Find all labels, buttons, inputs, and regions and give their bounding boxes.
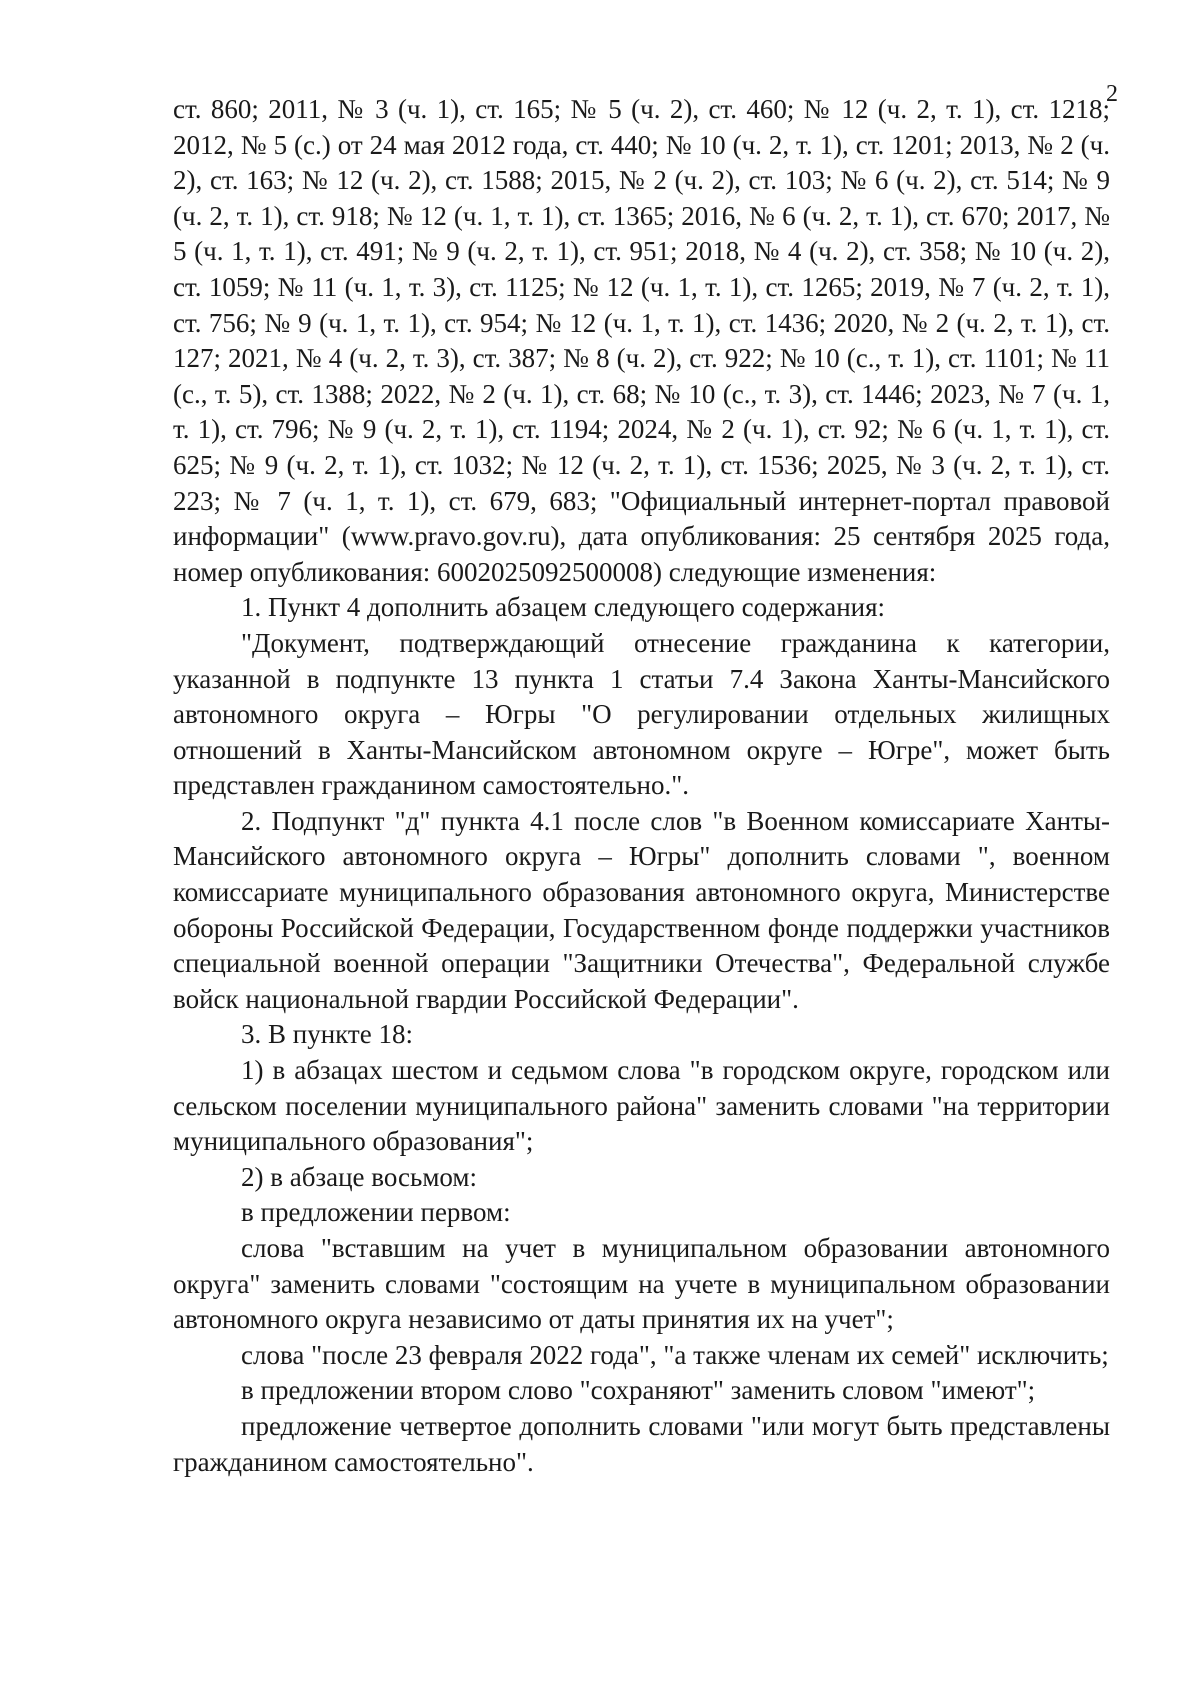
paragraph-item-3-2: 2) в абзаце восьмом: — [241, 1161, 477, 1192]
paragraph-item-1-quote: "Документ, подтверждающий отнесение гражданина к категории, указанной в подпункте 13 пункта 1 статьи 7.4 Закона Ханты-Мансийского автономного округа – Югры "О регулировании отдельных жилищных отношений в Ханты-Мансийском автономном округе – Югре", может быть представлен гражданином самостоятельно.". — [173, 627, 1110, 801]
paragraph-item-1: 1. Пункт 4 дополнить абзацем следующего содержания: — [241, 592, 886, 623]
page-number: 2 — [1106, 81, 1118, 107]
paragraph-item-3-2-e: предложение четвертое дополнить словами "или могут быть представлены гражданином самостоятельно". — [173, 1410, 1110, 1477]
paragraph-intro: ст. 860; 2011, № 3 (ч. 1), ст. 165; № 5 (ч. 2), ст. 460; № 12 (ч. 2, т. 1), ст. 1218; 2012, № 5 (с.) от 24 мая 2012 года, ст. 440; № 10 (ч. 2, т. 1), ст. 1201; 2013, № 2 (ч. 2), ст. 163; № 12 (ч. 2), ст. 1588; 2015, № 2 (ч. 2), ст. 103; № 6 (ч. 2), ст. 514; № 9 (ч. 2, т. 1), ст. 918; № 12 (ч. 1, т. 1), ст. 1365; 2016, № 6 (ч. 2, т. 1), ст. 670; 2017, № 5 (ч. 1, т. 1), ст. 491; № 9 (ч. 2, т. 1), ст. 951; 2018, № 4 (ч. 2), ст. 358; № 10 (ч. 2), ст. 1059; № 11 (ч. 1, т. 3), ст. 1125; № 12 (ч. 1, т. 1), ст. 1265; 2019, № 7 (ч. 2, т. 1), ст. 756; № 9 (ч. 1, т. 1), ст. 954; № 12 (ч. 1, т. 1), ст. 1436; 2020, № 2 (ч. 2, т. 1), ст. 127; 2021, № 4 (ч. 2, т. 3), ст. 387; № 8 (ч. 2), ст. 922; № 10 (с., т. 1), ст. 1101; № 11 (с., т. 5), ст. 1388; 2022, № 2 (ч. 1), ст. 68; № 10 (с., т. 3), ст. 1446; 2023, № 7 (ч. 1, т. 1), ст. 796; № 9 (ч. 2, т. 1), ст. 1194; 2024, № 2 (ч. 1), ст. 92; № 6 (ч. 1, т. 1), ст. 625; № 9 (ч. 2, т. 1), ст. 1032; № 12 (ч. 2, т. 1), ст. 1536; 2025, № 3 (ч. 2, т. 1), ст. 223; № 7 (ч. 1, т. 1), ст. 679, 683; "Официальный интернет-портал правовой информации" (www.pravo.gov.ru), дата опубликования: 25 сентября 2025 года, номер опубликования: 6002025092500008) следующие изменения: — [173, 94, 1110, 587]
paragraph-item-3-2-c: слова "после 23 февраля 2022 года", "а также членам их семей" исключить; — [241, 1339, 1109, 1370]
paragraph-item-3-2-a: в предложении первом: — [241, 1197, 511, 1228]
paragraph-item-3-2-d: в предложении втором слово "сохраняют" заменить словом "имеют"; — [241, 1375, 1036, 1406]
document-body — [173, 92, 1110, 1480]
paragraph-item-3-2-b: слова "вставшим на учет в муниципальном образовании автономного округа" заменить словами "состоящим на учете в муниципальном образовании автономного округа независимо от даты принятия их на учет"; — [173, 1233, 1110, 1335]
paragraph-item-3: 3. В пункте 18: — [241, 1019, 413, 1050]
paragraph-item-3-1: 1) в абзацах шестом и седьмом слова "в городском округе, городском или сельском поселении муниципального района" заменить словами "на территории муниципального образования"; — [173, 1055, 1110, 1157]
paragraph-item-2: 2. Подпункт "д" пункта 4.1 после слов "в Военном комиссариате Ханты-Мансийского автономного округа – Югры" дополнить словами ", военном комиссариате муниципального образования автономного округа, Министерстве обороны Российской Федерации, Государственном фонде поддержки участников специальной военной операции "Защитники Отечества", Федеральной службе войск национальной гвардии Российской Федерации". — [173, 805, 1110, 1014]
